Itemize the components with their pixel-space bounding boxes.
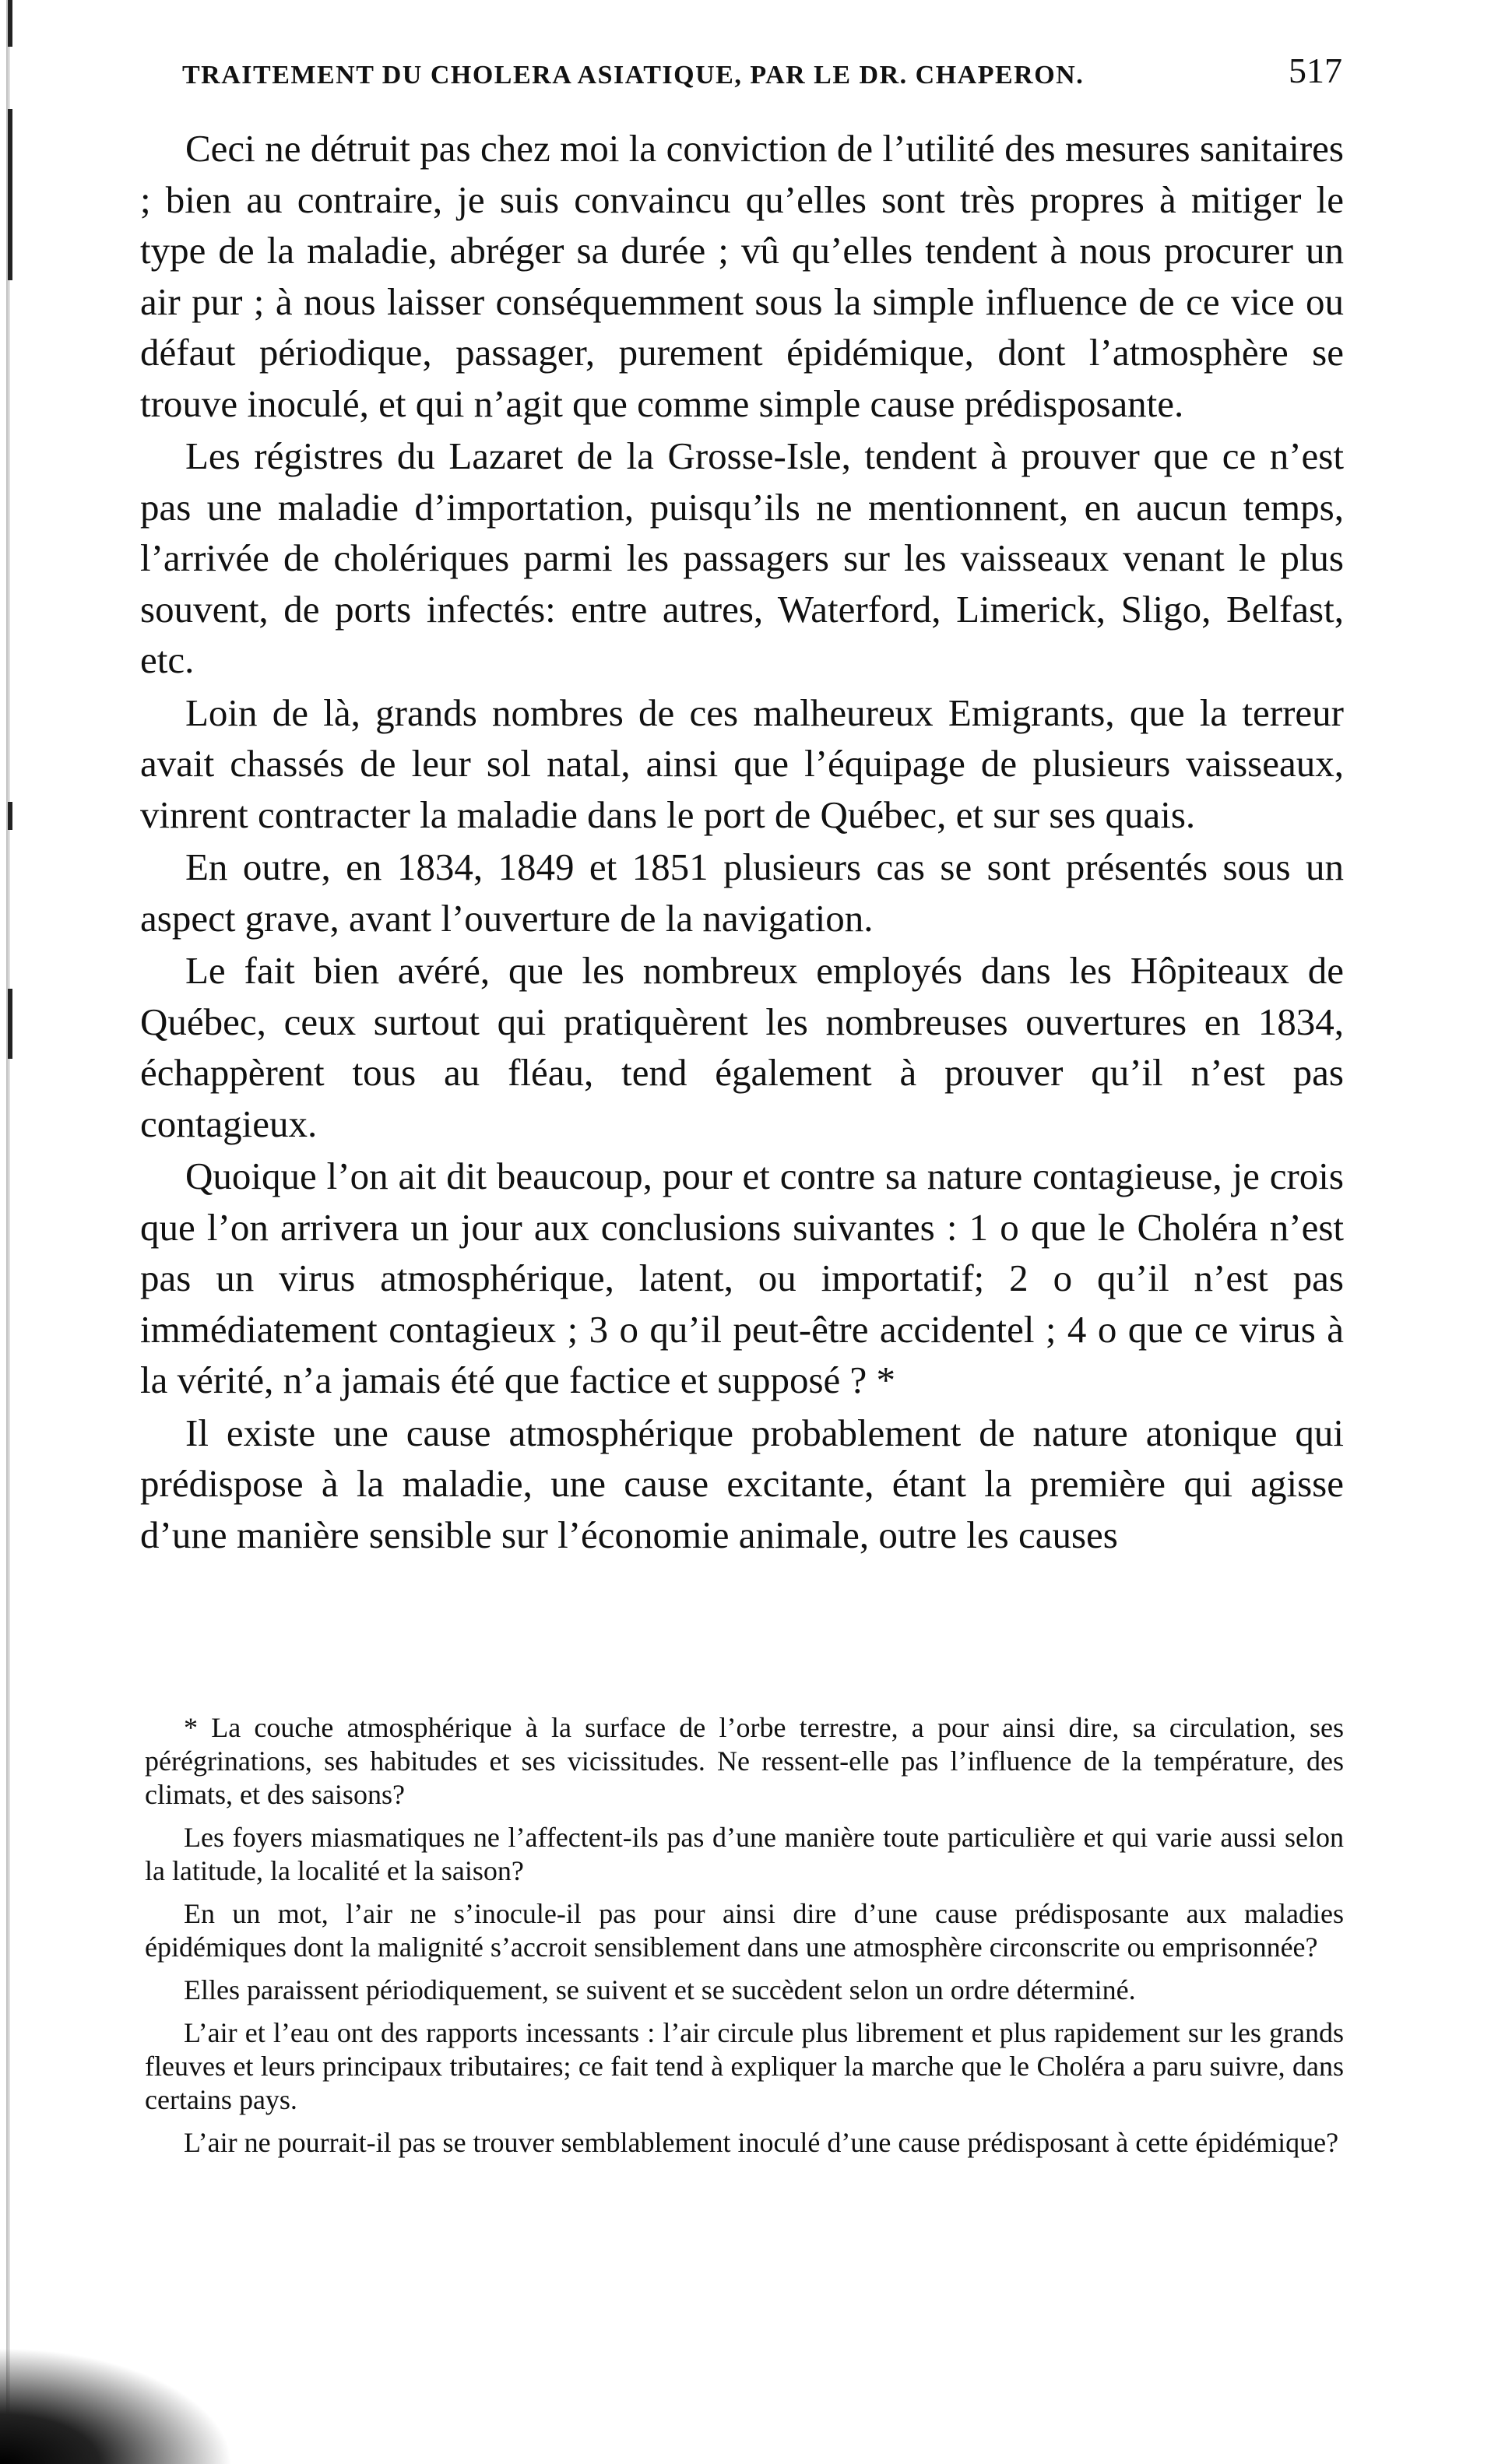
edge-mark <box>8 802 12 830</box>
paragraph: Ceci ne détruit pas chez moi la conviction de l’utilité des mesures sanitaires ; bien au contraire, je suis convaincu qu’elles sont très propres à mitiger le type de la maladie, abréger sa durée ; vû qu’elles tendent à nous procurer un air pur ; à nous laisser conséquemment sous la simple influence de ce vice ou défaut périodique, passager, purement épidémique, dont l’atmosphère se trouve inoculé, et qui n’agit que comme simple cause prédisposante. <box>140 127 1344 425</box>
paragraph: Le fait bien avéré, que les nombreux employés dans les Hôpiteaux de Québec, ceux surtout qui pratiquèrent les nombreuses ouvertures en 1834, échappèrent tous au fléau, tend également à prouver qu’il n’est pas contagieux. <box>140 949 1344 1145</box>
edge-mark <box>8 989 12 1059</box>
paragraph: Les régistres du Lazaret de la Grosse-Isle, tendent à prouver que ce n’est pas une maladie d’importation, puisqu’ils ne mentionnent, en aucun temps, l’arrivée de cholériques parmi les passagers sur les vaisseaux venant le plus souvent, de ports infectés: entre autres, Waterford, Limerick, Sligo, Belfast, etc. <box>140 434 1344 681</box>
page-header <box>182 45 1342 100</box>
paragraph: En outre, en 1834, 1849 et 1851 plusieurs cas se sont présentés sous un aspect grave, avant l’ouverture de la navigation. <box>140 845 1344 940</box>
footnote: L’air et l’eau ont des rapports incessants : l’air circule plus librement et plus rapidement sur les grands fleuves et leurs principaux tributaires; ce fait tend à expliquer la marche que le Choléra a paru suivre, dans certains pays. <box>145 2017 1344 2115</box>
paragraph: Quoique l’on ait dit beaucoup, pour et contre sa nature contagieuse, je crois que l’on arrivera un jour aux conclusions suivantes : 1 o que le Choléra n’est pas un virus atmosphérique, latent, ou importatif; 2 o qu’il n’est pas immédiatement contagieux ; 3 o qu’il peut-être accidentel ; 4 o que ce virus à la vérité, n’a jamais été que factice et supposé ? * <box>140 1155 1344 1401</box>
footnote: Les foyers miasmatiques ne l’affectent-ils pas d’une manière toute particulière et qui varie aussi selon la latitude, la localité et la saison? <box>145 1822 1344 1886</box>
scan-corner-shadow <box>0 2347 234 2464</box>
paragraph: Loin de là, grands nombres de ces malheureux Emigrants, que la terreur avait chassés de leur sol natal, ainsi que l’équipage de plusieurs vaisseaux, vinrent contracter la maladie dans le port de Québec, et sur ses quais. <box>140 691 1344 836</box>
footnote: Elles paraissent périodiquement, se suivent et se succèdent selon un ordre déterminé. <box>184 1974 1136 2005</box>
footnote: En un mot, l’air ne s’inocule-il pas pour ainsi dire d’une cause prédisposante aux maladies épidémiques dont la malignité s’accroit sensiblement dans une atmosphère circonscrite ou emprisonnée? <box>145 1898 1344 1963</box>
footnotes <box>145 1711 1344 2169</box>
running-title: TRAITEMENT DU CHOLERA ASIATIQUE, PAR LE DR. CHAPERON. <box>182 61 1085 90</box>
page-binding-edge <box>6 0 10 2464</box>
edge-mark <box>8 0 12 47</box>
page-number: 517 <box>1289 51 1342 90</box>
footnote: L’air ne pourrait-il pas se trouver semblablement inoculé d’une cause prédisposant à cette épidémique? <box>184 2127 1339 2158</box>
footnote: * La couche atmosphérique à la surface de l’orbe terrestre, a pour ainsi dire, sa circulation, ses pérégrinations, ses habitudes et ses vicissitudes. Ne ressent-elle pas l’influence de la température, des climats, et des saisons? <box>145 1712 1344 1810</box>
body-text <box>140 123 1344 1562</box>
edge-mark <box>8 109 12 280</box>
paragraph: Il existe une cause atmosphérique probablement de nature atonique qui prédispose à la maladie, une cause excitante, étant la première qui agisse d’une manière sensible sur l’économie animale, outre les causes <box>140 1411 1344 1556</box>
